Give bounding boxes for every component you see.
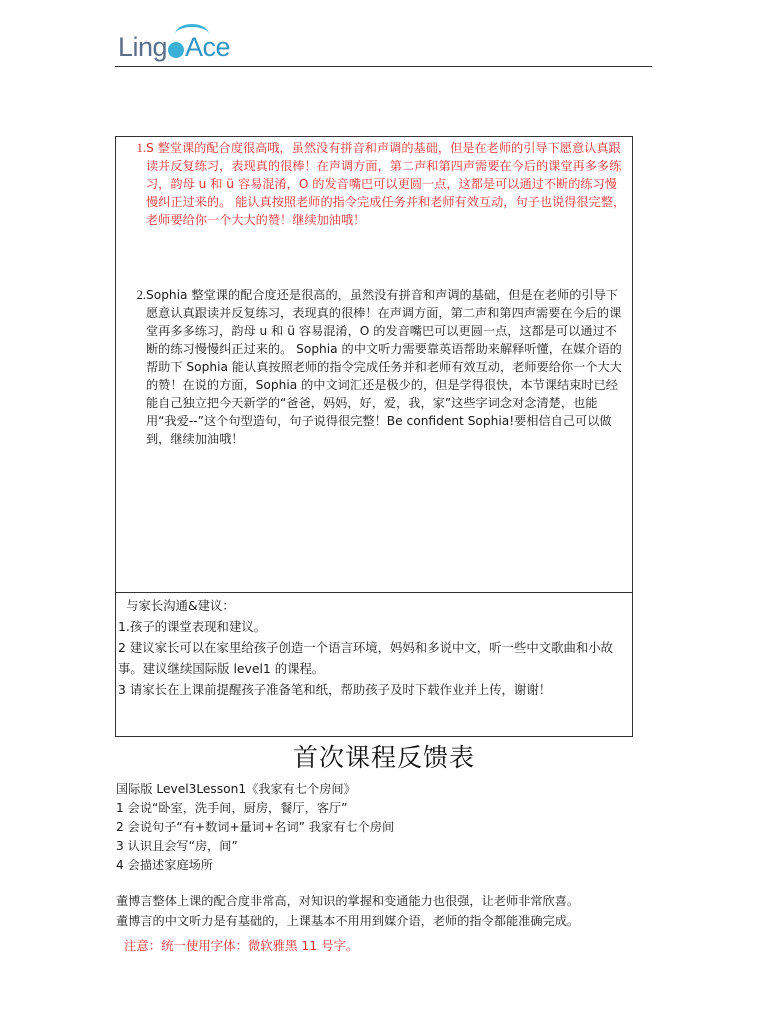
- lesson-goals: [116, 780, 394, 875]
- communication-heading: 与家长沟通&建议：: [126, 598, 235, 613]
- lesson-goal: 1 会说“卧室，洗手间，厨房，餐厅，客厅”: [116, 801, 348, 815]
- lingace-logo: [118, 30, 230, 64]
- parent-communication-box: [115, 593, 633, 737]
- feedback-box: [115, 136, 633, 593]
- logo-text-ace: Ace: [185, 31, 231, 62]
- font-note: 注意：统一使用字体：微软雅黑 11 号字。: [124, 938, 359, 953]
- summary-line: 董博言整体上课的配合度非常高，对知识的掌握和变通能力也很强，让老师非常欣喜。: [116, 894, 580, 908]
- logo-text-ling: Ling: [118, 31, 168, 62]
- logo-arc-icon: [175, 24, 209, 45]
- lesson-goal: 2 会说句子“有+数词+量词+名词” 我家有七个房间: [116, 820, 395, 834]
- feedback-item-number: 1.: [136, 141, 146, 155]
- feedback-item-1: [122, 139, 628, 229]
- feedback-item-text: S 整堂课的配合度很高哦，虽然没有拼音和声调的基础，但是在老师的引导下愿意认真跟读并反复练习，表现真的很棒！在声调方面，第二声和第四声需要在今后的课堂再多多练习，韵母 u 和 ü 容易混淆，O 的发音嘴巴可以更圆一点，这都是可以通过不断的练习慢慢纠正过来的。 能认真按照老师的指令完成任务并和老师有效互动，句子也说得很完整，老师要给你一个大大的赞！继续加油哦！: [146, 141, 626, 227]
- feedback-item-2: [122, 286, 628, 448]
- page-title: 首次课程反馈表: [292, 743, 475, 772]
- lesson-goal: 4 会描述家庭场所: [116, 858, 213, 872]
- communication-line: 3 请家长在上课前提醒孩子准备笔和纸，帮助孩子及时下载作业并上传，谢谢！: [118, 682, 552, 697]
- summary-paragraph: [116, 892, 579, 931]
- communication-line: 2 建议家长可以在家里给孩子创造一个语言环境，妈妈和多说中文，听一些中文歌曲和小故事。建议继续国际版 level1 的课程。: [118, 640, 614, 676]
- lesson-goal: 3 认识且会写“房，间”: [116, 839, 238, 853]
- summary-line: 董博言的中文听力是有基础的，上课基本不用用到媒介语，老师的指令都能准确完成。: [116, 913, 580, 928]
- lesson-name: 国际版 Level3Lesson1《我家有七个房间》: [116, 782, 356, 796]
- feedback-item-number: 2.: [136, 288, 146, 302]
- feedback-item-text: Sophia 整堂课的配合度还是很高的，虽然没有拼音和声调的基础，但是在老师的引导下愿意认真跟读并反复练习，表现真的很棒！在声调方面，第二声和第四声需要在今后的课堂再多多练习，韵母 u 和 ü 容易混淆，O 的发音嘴巴可以更圆一点，这都是可以通过不断的练习慢慢纠正过来的。 Sophia 的中文听力需要靠英语帮助来解释听懂，在媒介语的帮助下 Sophia 能认真按照老师的指令完成任务并和老师有效互动，老师要给你一个大大的赞！在说的方面，Sophia 的中文词汇还是极少的，但是学得很快，本节课结束时已经能自己独立把今天新学的“爸爸，妈妈，好，爱，我，家”这些字词念对念清楚，也能用“我爱--”这个句型造句，句子说得很完整！Be confident Sophia!要相信自己可以做到，继续加油哦！: [146, 288, 622, 446]
- communication-line: 1.孩子的课堂表现和建议。: [118, 619, 267, 634]
- header-divider: [115, 66, 652, 67]
